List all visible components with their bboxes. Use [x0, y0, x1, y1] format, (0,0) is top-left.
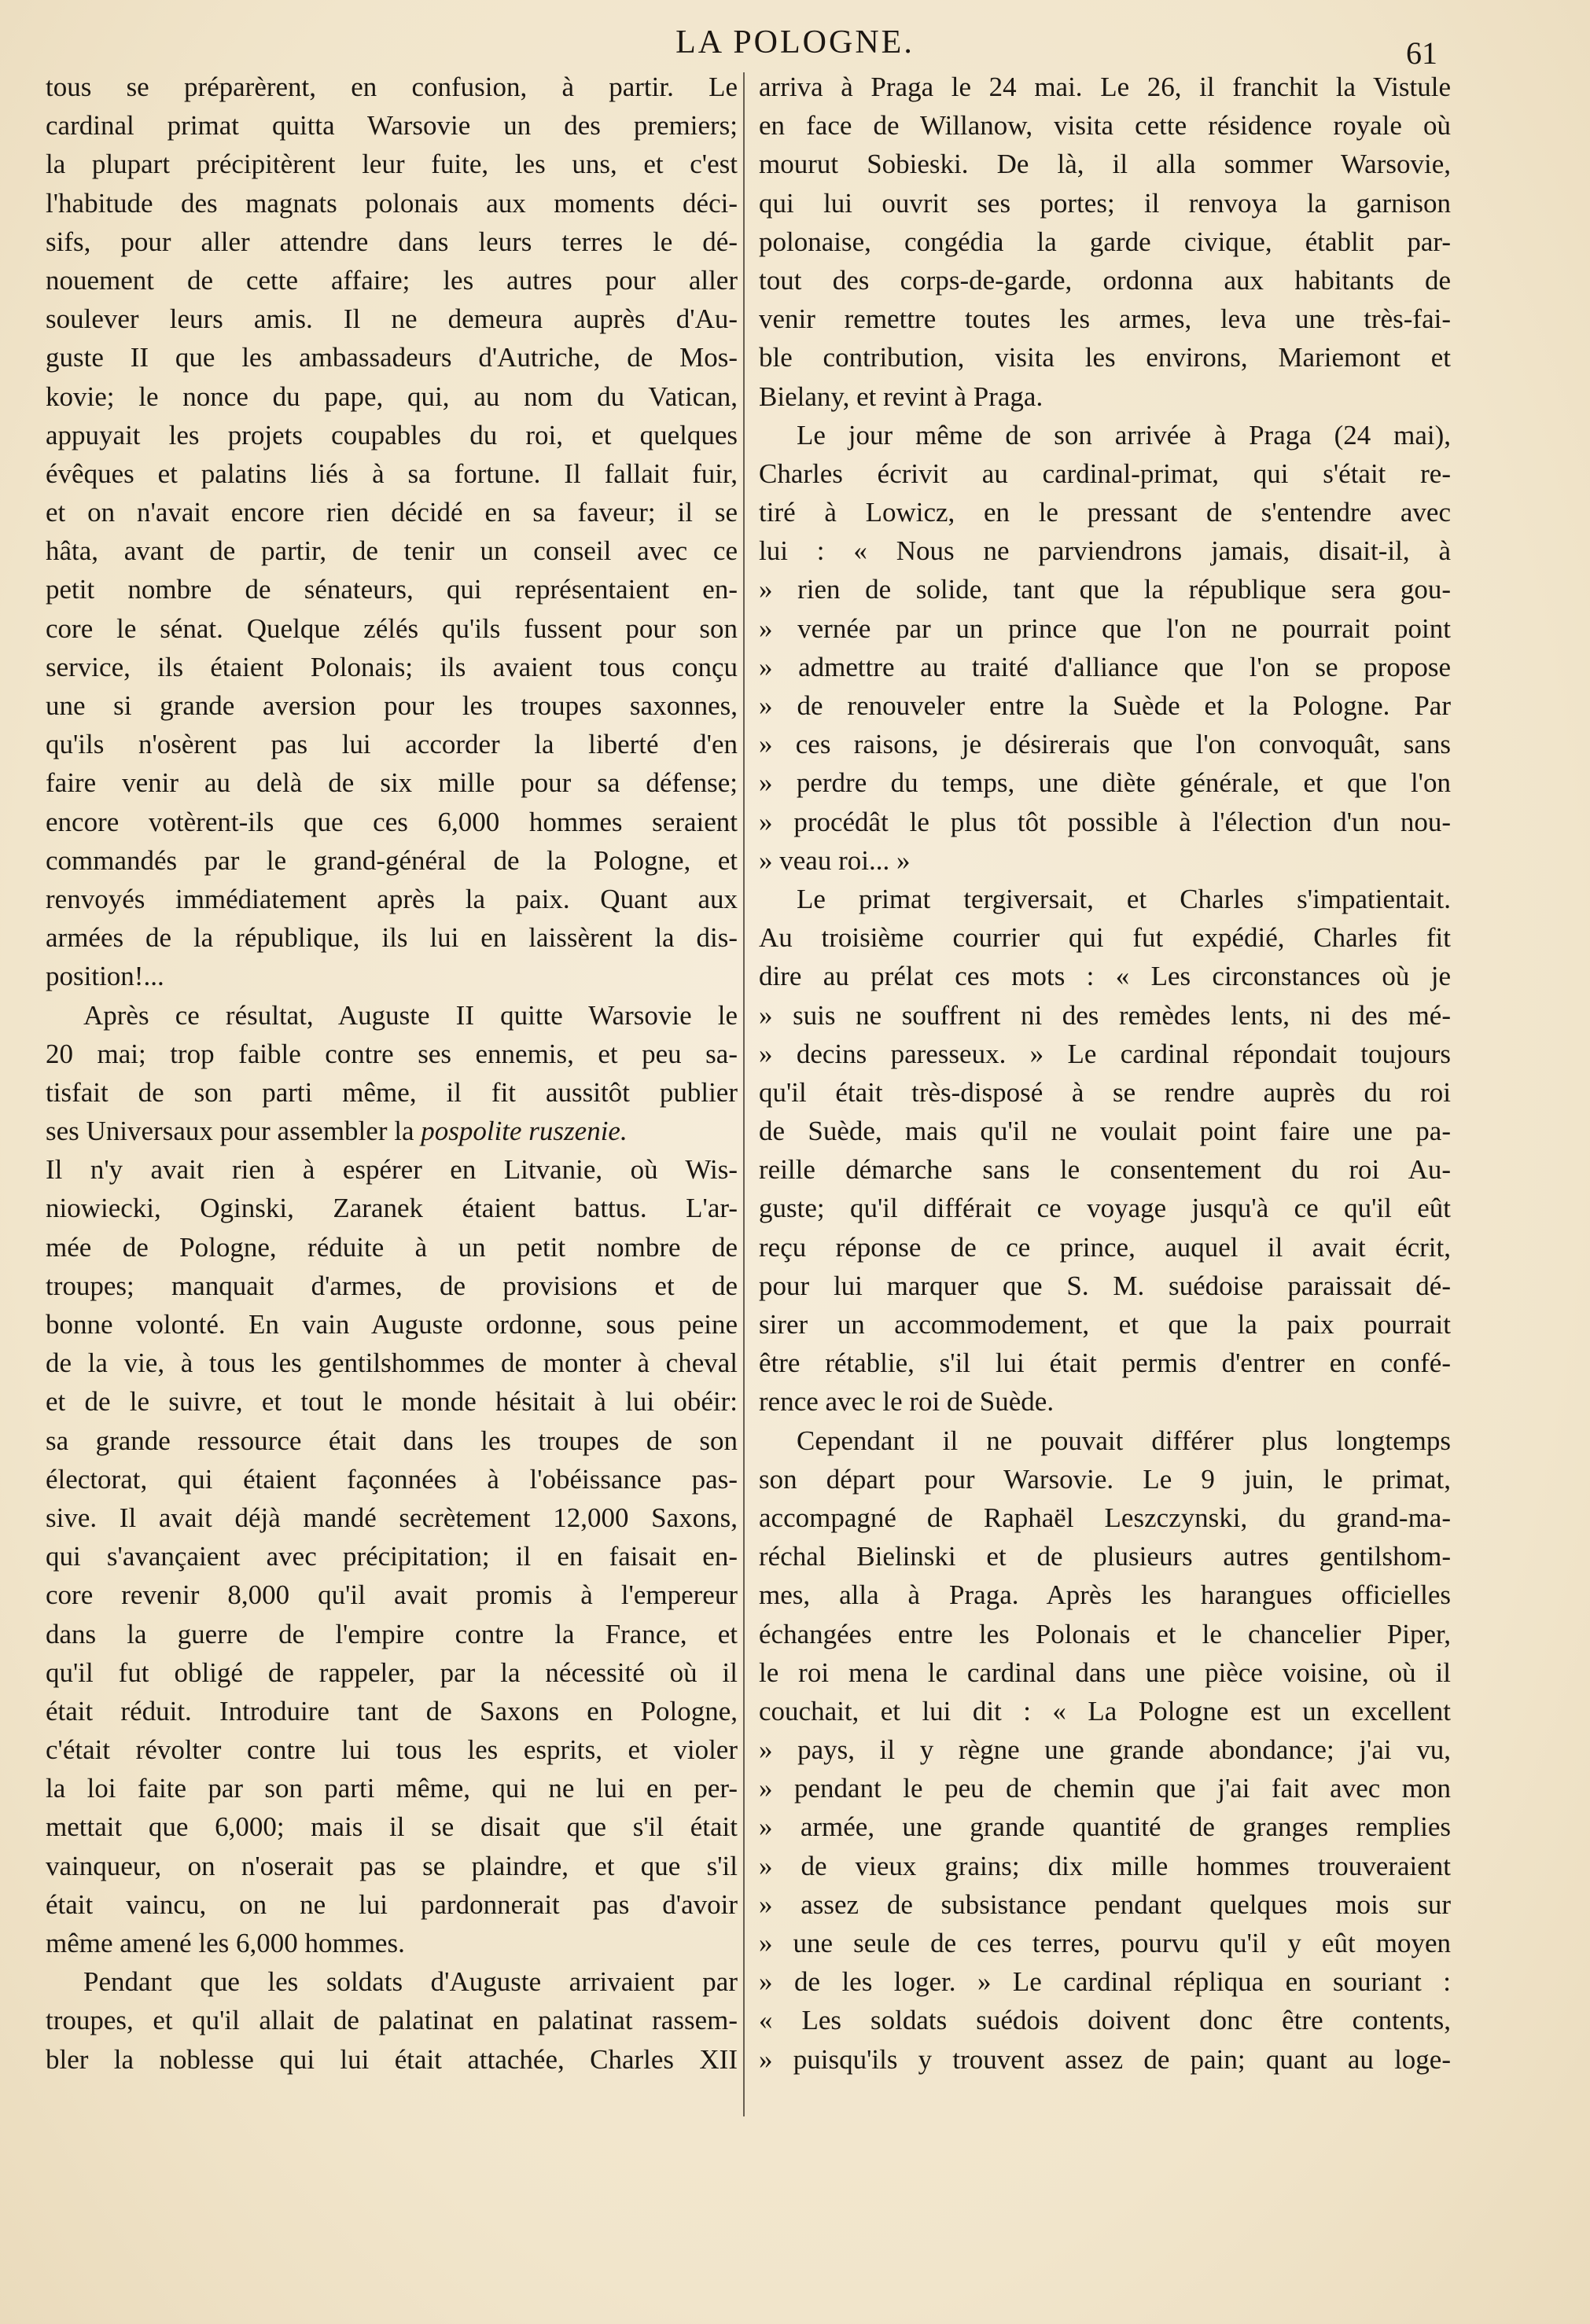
text-line-content: qui s'avançaient avec précipitation; il en faisait en-	[46, 1541, 738, 1572]
text-line-content: Il n'y avait rien à espérer en Litvanie, où Wis-	[46, 1154, 738, 1186]
text-line	[759, 648, 1451, 686]
page-number: 61	[1406, 35, 1437, 71]
text-line-content: son départ pour Warsovie. Le 9 juin, le primat,	[759, 1463, 1451, 1495]
text-line-content: petit nombre de sénateurs, qui représentaient en-	[46, 574, 738, 605]
text-line	[46, 377, 738, 416]
text-line	[46, 725, 738, 763]
text-line	[46, 1460, 738, 1498]
text-line-content: Cependant il ne pouvait différer plus longtemps	[797, 1425, 1451, 1456]
text-line-content: hâta, avant de partir, de tenir un conseil avec ce	[46, 535, 738, 567]
text-line	[759, 570, 1451, 609]
text-line-content: appuyait les projets coupables du roi, et quelques	[46, 419, 738, 450]
text-line	[46, 1228, 738, 1267]
text-line-content: position!...	[46, 961, 164, 992]
text-line-content: qu'ils n'osèrent pas lui accorder la liberté d'en	[46, 729, 738, 760]
text-line	[759, 454, 1451, 493]
text-line	[759, 377, 1451, 416]
text-line-content: de la vie, à tous les gentilshommes de monter à cheval	[46, 1348, 738, 1379]
text-line	[46, 1537, 738, 1576]
text-line	[46, 570, 738, 609]
text-line	[759, 725, 1451, 763]
text-line-content: Pendant que les soldats d'Auguste arrivaient par	[83, 1966, 738, 1998]
text-line	[759, 609, 1451, 648]
text-line	[46, 1807, 738, 1846]
text-line-content: » vernée par un prince que l'on ne pourrait point	[759, 612, 1451, 644]
text-line-content: Après ce résultat, Auguste II quitte Warsovie le	[83, 999, 738, 1031]
text-line-content: faire venir au delà de six mille pour sa défense;	[46, 767, 738, 799]
text-line-content: » procédât le plus tôt possible à l'élection d'un nou-	[759, 806, 1451, 837]
text-line-content: dire au prélat ces mots : « Les circonstances où je	[759, 961, 1451, 992]
text-line	[759, 261, 1451, 300]
text-line-content: nouement de cette affaire; les autres pour aller	[46, 264, 738, 296]
text-line	[46, 68, 738, 106]
text-line-content: » armée, une grande quantité de granges remplies	[759, 1811, 1451, 1843]
left-text-column	[46, 68, 738, 2079]
text-line	[46, 1073, 738, 1112]
text-line	[759, 2001, 1451, 2039]
text-line-content: » veau roi... »	[759, 844, 911, 876]
text-line	[759, 1112, 1451, 1150]
text-line-content: « Les soldats suédois doivent donc être contents,	[759, 2005, 1451, 2036]
text-line-content: couchait, et lui dit : « La Pologne est un excellent	[759, 1695, 1451, 1726]
text-line-content: Au troisième courrier qui fut expédié, Charles fit	[759, 922, 1451, 954]
text-line	[759, 531, 1451, 570]
text-line	[46, 222, 738, 261]
text-line-content: tisfait de son parti même, il fit aussitôt publier	[46, 1076, 738, 1108]
text-line	[759, 1228, 1451, 1267]
text-line-content: accompagné de Raphaël Leszczynski, du grand-ma-	[759, 1502, 1451, 1533]
text-line	[759, 1035, 1451, 1073]
text-line	[46, 1769, 738, 1807]
text-line-content: dans la guerre de l'empire contre la France, et	[46, 1618, 738, 1649]
text-line	[46, 1150, 738, 1189]
text-line	[759, 1344, 1451, 1382]
text-line-content: vainqueur, on n'oserait pas se plaindre, et que s'il	[46, 1850, 738, 1881]
text-line-content: sirer un accommodement, et que la paix pourrait	[759, 1309, 1451, 1340]
text-line-content: guste; qu'il différait ce voyage jusqu'à ce qu'il eût	[759, 1193, 1451, 1224]
text-line	[759, 1150, 1451, 1189]
text-line-content: tiré à Lowicz, en le pressant de s'entendre avec	[759, 497, 1451, 528]
text-line	[759, 1460, 1451, 1498]
text-line	[759, 416, 1451, 454]
text-line-content: de Suède, mais qu'il ne voulait point faire une pa-	[759, 1116, 1451, 1147]
text-line	[759, 1576, 1451, 1614]
text-line	[46, 338, 738, 377]
text-line-content: arriva à Praga le 24 mai. Le 26, il franchit la Vistule	[759, 72, 1451, 102]
text-line-content: qu'il fut obligé de rappeler, par la nécessité où il	[46, 1657, 738, 1688]
text-line-content: la plupart précipitèrent leur fuite, les uns, et c'est	[46, 149, 738, 180]
text-line	[759, 2040, 1451, 2079]
text-line	[46, 1692, 738, 1730]
text-line-content: pour lui marquer que S. M. suédoise paraissait dé-	[759, 1270, 1451, 1301]
text-line-content: ble contribution, visita les environs, Mariemont et	[759, 342, 1451, 373]
text-line	[46, 1924, 738, 1962]
text-line-content: mettait que 6,000; mais il se disait que s'il était	[46, 1811, 738, 1843]
text-line-content: reçu réponse de ce prince, auquel il avait écrit,	[759, 1231, 1451, 1263]
text-line	[759, 338, 1451, 377]
text-line-content: en face de Willanow, visita cette résidence royale où	[759, 110, 1451, 142]
text-line	[46, 880, 738, 918]
text-line-content: service, ils étaient Polonais; ils avaient tous conçu	[46, 651, 738, 682]
text-line	[46, 1498, 738, 1537]
text-line-content: armées de la république, ils lui en laissèrent la dis-	[46, 922, 738, 954]
text-line-content: réchal Bielinski et de plusieurs autres gentilshom-	[759, 1541, 1451, 1572]
text-line-content: troupes, et qu'il allait de palatinat en palatinat rassem-	[46, 2005, 738, 2036]
text-line-content: commandés par le grand-général de la Pologne, et	[46, 844, 738, 876]
text-line-content: » de vieux grains; dix mille hommes trouveraient	[759, 1850, 1451, 1881]
text-line	[46, 1730, 738, 1769]
text-line-content: » assez de subsistance pendant quelques mois sur	[759, 1888, 1451, 1920]
text-line	[759, 1073, 1451, 1112]
text-line	[759, 1267, 1451, 1305]
text-line	[759, 841, 1451, 880]
text-line-content: » une seule de ces terres, pourvu qu'il y eût moyen	[759, 1928, 1451, 1958]
text-line-content: électorat, qui étaient façonnées à l'obéissance pas-	[46, 1463, 738, 1495]
text-line-content: tout des corps-de-garde, ordonna aux habitants de	[759, 264, 1451, 296]
text-line-content: » suis ne souffrent ni des remèdes lents, ni des mé-	[759, 999, 1451, 1031]
text-line-content: lui : « Nous ne parviendrons jamais, disait-il, à	[759, 535, 1451, 567]
text-line	[46, 648, 738, 686]
text-line	[759, 996, 1451, 1035]
text-line-content: » perdre du temps, une diète générale, et que l'on	[759, 767, 1451, 799]
text-line-content: venir remettre toutes les armes, leva une très-fai-	[759, 303, 1451, 335]
text-line-content: 20 mai; trop faible contre ses ennemis, et peu sa-	[46, 1038, 738, 1069]
text-line	[46, 1112, 738, 1150]
text-line-content: évêques et palatins liés à sa fortune. Il fallait fuir,	[46, 458, 738, 489]
text-line	[46, 996, 738, 1035]
text-line	[46, 1962, 738, 2001]
text-line-content: » ces raisons, je désirerais que l'on convoquât, sans	[759, 729, 1451, 760]
text-line	[46, 493, 738, 531]
text-line	[759, 300, 1451, 338]
text-line-content: l'habitude des magnats polonais aux moments déci-	[46, 187, 738, 219]
text-line	[759, 1653, 1451, 1692]
text-line	[759, 686, 1451, 725]
text-line-content: et on n'avait encore rien décidé en sa faveur; il se	[46, 497, 738, 528]
text-line	[46, 1305, 738, 1344]
text-line-content: mes, alla à Praga. Après les harangues officielles	[759, 1579, 1451, 1611]
text-line	[759, 1769, 1451, 1807]
text-line	[46, 1421, 738, 1460]
text-line-content: » de les loger. » Le cardinal répliqua en souriant :	[759, 1966, 1451, 1998]
text-line	[46, 184, 738, 222]
text-line-content: était réduit. Introduire tant de Saxons en Pologne,	[46, 1695, 738, 1726]
text-line	[759, 763, 1451, 802]
text-line	[46, 763, 738, 802]
text-line-content: ses Universaux pour assembler la	[46, 1116, 421, 1147]
text-line-content: Charles écrivit au cardinal-primat, qui s'était re-	[759, 458, 1451, 489]
text-line	[46, 416, 738, 454]
text-line	[46, 2001, 738, 2039]
text-line	[46, 1189, 738, 1227]
text-line	[759, 106, 1451, 145]
text-line	[759, 918, 1451, 957]
text-line	[759, 493, 1451, 531]
text-line-content: la loi faite par son parti même, qui ne lui en per-	[46, 1773, 738, 1804]
text-line-content: » admettre au traité d'alliance que l'on se propose	[759, 651, 1451, 682]
text-line	[759, 1730, 1451, 1769]
text-line	[46, 145, 738, 183]
text-line-content: le roi mena le cardinal dans une pièce voisine, où il	[759, 1657, 1451, 1688]
text-line	[46, 1653, 738, 1692]
text-line	[759, 184, 1451, 222]
text-line	[46, 686, 738, 725]
text-line-content: core revenir 8,000 qu'il avait promis à l'empereur	[46, 1579, 738, 1611]
text-line	[46, 1885, 738, 1924]
text-line	[759, 1537, 1451, 1576]
text-line	[46, 1035, 738, 1073]
text-line-content: Le jour même de son arrivée à Praga (24 mai),	[797, 419, 1451, 450]
text-line-content: Bielany, et revint à Praga.	[759, 381, 1043, 412]
text-line	[46, 957, 738, 995]
text-line-content: » pays, il y règne une grande abondance; j'ai vu,	[759, 1734, 1451, 1766]
text-line	[46, 2040, 738, 2079]
text-line-content: encore votèrent-ils que ces 6,000 hommes seraient	[46, 806, 738, 837]
text-line	[46, 454, 738, 493]
text-line	[759, 1692, 1451, 1730]
text-line-content: mée de Pologne, réduite à un petit nombre de	[46, 1231, 738, 1263]
text-line-content: bler la noblesse qui lui était attachée, Charles XII	[46, 2043, 738, 2075]
text-line-content: tous se préparèrent, en confusion, à partir. Le	[46, 72, 738, 102]
text-line	[46, 300, 738, 338]
text-line	[759, 222, 1451, 261]
text-line	[759, 1885, 1451, 1924]
text-line	[759, 1421, 1451, 1460]
text-line-content: et de le suivre, et tout le monde hésitait à lui obéir:	[46, 1386, 738, 1418]
text-line	[759, 1807, 1451, 1846]
text-line	[759, 1615, 1451, 1653]
text-line	[759, 1189, 1451, 1227]
text-line	[759, 68, 1451, 106]
text-line-content: » puisqu'ils y trouvent assez de pain; quant au loge-	[759, 2043, 1451, 2075]
text-line-content: une si grande aversion pour les troupes saxonnes,	[46, 690, 738, 721]
italic-term: pospolite ruszenie.	[421, 1116, 628, 1147]
text-line-content: » rien de solide, tant que la république sera gou-	[759, 574, 1451, 605]
text-line-content: échangées entre les Polonais et le chancelier Piper,	[759, 1618, 1451, 1649]
text-line-content: troupes; manquait d'armes, de provisions et de	[46, 1270, 738, 1301]
text-line-content: Le primat tergiversait, et Charles s'impatientait.	[797, 883, 1451, 914]
text-line-content: mourut Sobieski. De là, il alla sommer Warsovie,	[759, 149, 1451, 180]
text-line	[46, 1267, 738, 1305]
text-line	[46, 1382, 738, 1421]
text-line-content: même amené les 6,000 hommes.	[46, 1928, 405, 1958]
text-line-content: core le sénat. Quelque zélés qu'ils fussent pour son	[46, 612, 738, 644]
text-line-content: sive. Il avait déjà mandé secrètement 12,000 Saxons,	[46, 1502, 738, 1533]
text-line-content: » pendant le peu de chemin que j'ai fait avec mon	[759, 1773, 1451, 1804]
text-line	[46, 1847, 738, 1885]
text-line-content: sifs, pour aller attendre dans leurs terres le dé-	[46, 226, 738, 257]
text-line-content: était vaincu, on ne lui pardonnerait pas d'avoir	[46, 1888, 738, 1920]
right-text-column	[759, 68, 1451, 2079]
text-line	[759, 1382, 1451, 1421]
text-line-content: » de renouveler entre la Suède et la Pologne. Par	[759, 690, 1451, 721]
column-rule	[743, 72, 745, 2116]
text-line	[46, 841, 738, 880]
text-line	[46, 1344, 738, 1382]
text-line-content: soulever leurs amis. Il ne demeura auprès d'Au-	[46, 303, 738, 335]
text-line	[46, 261, 738, 300]
text-line	[46, 1615, 738, 1653]
text-line	[759, 803, 1451, 841]
text-line	[46, 918, 738, 957]
text-line-content: niowiecki, Oginski, Zaranek étaient battus. L'ar-	[46, 1193, 738, 1224]
text-line-content: qu'il était très-disposé à se rendre auprès du roi	[759, 1076, 1451, 1108]
text-line	[759, 1305, 1451, 1344]
text-line-content: kovie; le nonce du pape, qui, au nom du Vatican,	[46, 381, 738, 412]
text-line-content: qui lui ouvrit ses portes; il renvoya la garnison	[759, 187, 1451, 219]
text-line-content: guste II que les ambassadeurs d'Autriche, de Mos-	[46, 342, 738, 373]
text-line	[46, 803, 738, 841]
text-line-content: rence avec le roi de Suède.	[759, 1386, 1054, 1418]
text-line-content: être rétablie, s'il lui était permis d'entrer en confé-	[759, 1348, 1451, 1379]
text-line	[759, 957, 1451, 995]
text-line	[46, 1576, 738, 1614]
text-line-content: cardinal primat quitta Warsovie un des premiers;	[46, 110, 738, 142]
text-line	[46, 609, 738, 648]
text-line	[46, 531, 738, 570]
text-line	[759, 1498, 1451, 1537]
running-head: LA POLOGNE.	[675, 24, 915, 61]
text-line	[759, 1924, 1451, 1962]
text-line-content: sa grande ressource était dans les troupes de son	[46, 1425, 738, 1456]
text-line	[759, 880, 1451, 918]
text-line-content: » decins paresseux. » Le cardinal répondait toujours	[759, 1038, 1451, 1069]
text-line-content: polonaise, congédia la garde civique, établit par-	[759, 226, 1451, 257]
text-line-content: reille démarche sans le consentement du roi Au-	[759, 1154, 1451, 1186]
text-line	[46, 106, 738, 145]
text-line	[759, 1962, 1451, 2001]
text-line	[759, 145, 1451, 183]
text-line-content: bonne volonté. En vain Auguste ordonne, sous peine	[46, 1309, 738, 1340]
text-line	[759, 1847, 1451, 1885]
text-line-content: c'était révolter contre lui tous les esprits, et violer	[46, 1734, 738, 1766]
text-line-content: renvoyés immédiatement après la paix. Quant aux	[46, 883, 738, 914]
